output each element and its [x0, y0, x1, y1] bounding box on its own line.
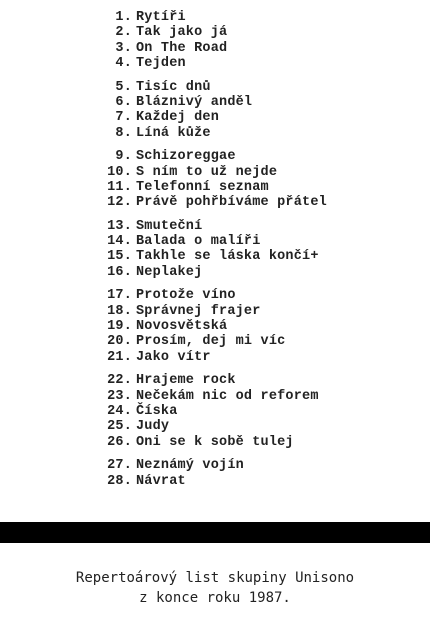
song-title: Návrat	[136, 473, 186, 489]
setlist-item	[102, 41, 402, 56]
setlist-group	[102, 10, 402, 72]
setlist-item	[102, 404, 402, 419]
song-number: 5.	[115, 79, 132, 95]
song-title: Číska	[136, 403, 178, 419]
song-number: 14.	[107, 234, 132, 250]
song-title: Tak jako já	[136, 25, 228, 41]
setlist-item	[102, 350, 402, 365]
song-number: 18.	[107, 303, 132, 319]
setlist-item	[102, 126, 402, 141]
song-number: 1.	[115, 10, 132, 25]
setlist-item	[102, 180, 402, 195]
song-number: 17.	[107, 288, 132, 304]
setlist-item	[102, 95, 402, 110]
song-title: Správnej frajer	[136, 303, 261, 319]
setlist-item	[102, 25, 402, 40]
song-title: Oni se k sobě tulej	[136, 434, 294, 450]
setlist-item	[102, 219, 402, 234]
image-caption	[0, 568, 430, 608]
setlist-item	[102, 10, 402, 25]
song-number: 3.	[115, 40, 132, 56]
setlist-group	[102, 288, 402, 365]
setlist-item	[102, 195, 402, 210]
song-number: 16.	[107, 264, 132, 280]
song-title: Právě pohřbíváme přátel	[136, 195, 327, 211]
song-number: 25.	[107, 419, 132, 435]
setlist-item	[102, 458, 402, 473]
song-title: Rytíři	[136, 10, 186, 25]
song-title: Prosím, dej mi víc	[136, 334, 286, 350]
setlist-item	[102, 234, 402, 249]
setlist-group	[102, 219, 402, 281]
song-number: 23.	[107, 388, 132, 404]
setlist-item	[102, 474, 402, 489]
song-title: Novosvětská	[136, 319, 228, 335]
song-number: 7.	[115, 110, 132, 126]
song-number: 13.	[107, 218, 132, 234]
setlist-item	[102, 319, 402, 334]
setlist-item	[102, 435, 402, 450]
setlist-item	[102, 149, 402, 164]
setlist-item	[102, 265, 402, 280]
song-title: Telefonní seznam	[136, 179, 269, 195]
song-number: 22.	[107, 373, 132, 389]
song-number: 4.	[115, 56, 132, 72]
song-title: Neplakej	[136, 264, 203, 280]
song-title: Balada o malíři	[136, 234, 261, 250]
black-divider-bar	[0, 522, 430, 543]
song-title: Hrajeme rock	[136, 373, 236, 389]
song-title: Tejden	[136, 56, 186, 72]
song-title: Každej den	[136, 110, 220, 126]
setlist-item	[102, 419, 402, 434]
song-title: Judy	[136, 419, 170, 435]
song-number: 15.	[107, 249, 132, 265]
song-number: 10.	[107, 164, 132, 180]
song-number: 20.	[107, 334, 132, 350]
setlist-item	[102, 110, 402, 125]
song-number: 27.	[107, 458, 132, 474]
song-number: 19.	[107, 319, 132, 335]
song-number: 28.	[107, 473, 132, 489]
song-number: 21.	[107, 349, 132, 365]
song-title: Protože víno	[136, 288, 236, 304]
song-number: 26.	[107, 434, 132, 450]
song-number: 9.	[115, 149, 132, 165]
song-title: Bláznivý anděl	[136, 94, 253, 110]
song-title: Schizoreggae	[136, 149, 236, 165]
song-title: On The Road	[136, 40, 228, 56]
setlist-group	[102, 373, 402, 450]
song-title: Tisíc dnů	[136, 79, 211, 95]
song-number: 2.	[115, 25, 132, 41]
setlist-item	[102, 334, 402, 349]
setlist-item	[102, 389, 402, 404]
song-title: Smuteční	[136, 218, 203, 234]
song-number: 12.	[107, 195, 132, 211]
song-title: Jako vítr	[136, 349, 211, 365]
setlist-item	[102, 288, 402, 303]
song-title: S ním to už nejde	[136, 164, 278, 180]
song-number: 6.	[115, 94, 132, 110]
song-title: Líná kůže	[136, 125, 211, 141]
song-number: 8.	[115, 125, 132, 141]
setlist-group	[102, 149, 402, 211]
setlist	[102, 10, 402, 497]
song-number: 24.	[107, 403, 132, 419]
setlist-group	[102, 458, 402, 489]
song-title: Takhle se láska končí+	[136, 249, 319, 265]
song-title: Neznámý vojín	[136, 458, 244, 474]
song-number: 11.	[107, 179, 132, 195]
setlist-item	[102, 373, 402, 388]
song-title: Nečekám nic od reforem	[136, 388, 319, 404]
caption-line-2: z konce roku 1987.	[139, 590, 291, 606]
caption-line-1: Repertoárový list skupiny Unisono	[75, 570, 355, 586]
setlist-item	[102, 165, 402, 180]
setlist-group	[102, 80, 402, 142]
setlist-item	[102, 249, 402, 264]
setlist-item	[102, 56, 402, 71]
setlist-item	[102, 80, 402, 95]
setlist-item	[102, 304, 402, 319]
